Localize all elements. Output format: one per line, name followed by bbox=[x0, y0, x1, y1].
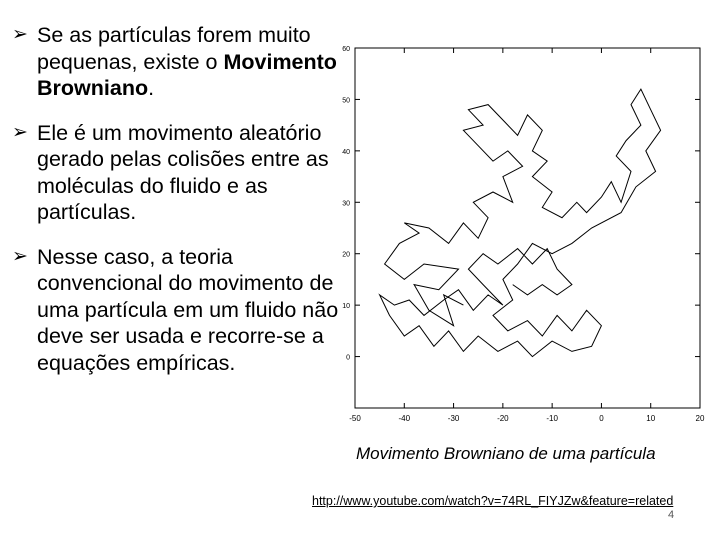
bullet-text: Se as partículas forem muito pequenas, existe o bbox=[37, 23, 311, 74]
y-tick-label: 0 bbox=[346, 354, 350, 362]
y-tick-label: 20 bbox=[342, 251, 350, 259]
bullet-item bbox=[6, 22, 346, 102]
bullet-item bbox=[6, 120, 346, 226]
bullet-item bbox=[6, 244, 346, 377]
arrow-bullet-icon: ➢ bbox=[12, 24, 28, 45]
x-tick-label: 0 bbox=[599, 414, 604, 423]
y-tick-label: 40 bbox=[342, 148, 350, 156]
bullet-text: Ele é um movimento aleatório gerado pelas colisões entre as moléculas do fluido e as partículas. bbox=[37, 120, 329, 224]
y-tick-label: 30 bbox=[342, 200, 350, 208]
x-tick-label: 10 bbox=[646, 414, 656, 423]
x-tick-label: -40 bbox=[398, 414, 411, 423]
bullet-list bbox=[6, 22, 346, 394]
arrow-bullet-icon: ➢ bbox=[12, 121, 28, 143]
trajectory-line bbox=[380, 89, 661, 357]
x-tick-label: -30 bbox=[447, 414, 460, 423]
brownian-motion-chart bbox=[330, 40, 715, 425]
video-link[interactable]: http://www.youtube.com/watch?v=74RL_FIYJZw&feature=related bbox=[312, 494, 674, 508]
page-number: 4 bbox=[668, 509, 675, 521]
bullet-bold-text: Movimento Browniano bbox=[37, 49, 337, 100]
y-tick-label: 50 bbox=[342, 97, 350, 105]
y-tick-label: 60 bbox=[342, 46, 350, 53]
x-tick-label: 20 bbox=[695, 414, 705, 423]
bullet-text: Nesse caso, a teoria convencional do movimento de uma partícula em um fluido não deve ser usada e recorre-se a equações empíricas. bbox=[37, 244, 339, 375]
figure-caption: Movimento Browniano de uma partícula bbox=[356, 444, 656, 463]
plot-frame bbox=[355, 48, 700, 408]
arrow-bullet-icon: ➢ bbox=[12, 245, 28, 267]
bullet-text-end: . bbox=[148, 76, 155, 100]
x-tick-label: -50 bbox=[349, 414, 361, 423]
x-tick-label: -10 bbox=[546, 414, 558, 423]
y-tick-label: 10 bbox=[342, 303, 350, 311]
x-tick-label: -20 bbox=[497, 414, 509, 423]
